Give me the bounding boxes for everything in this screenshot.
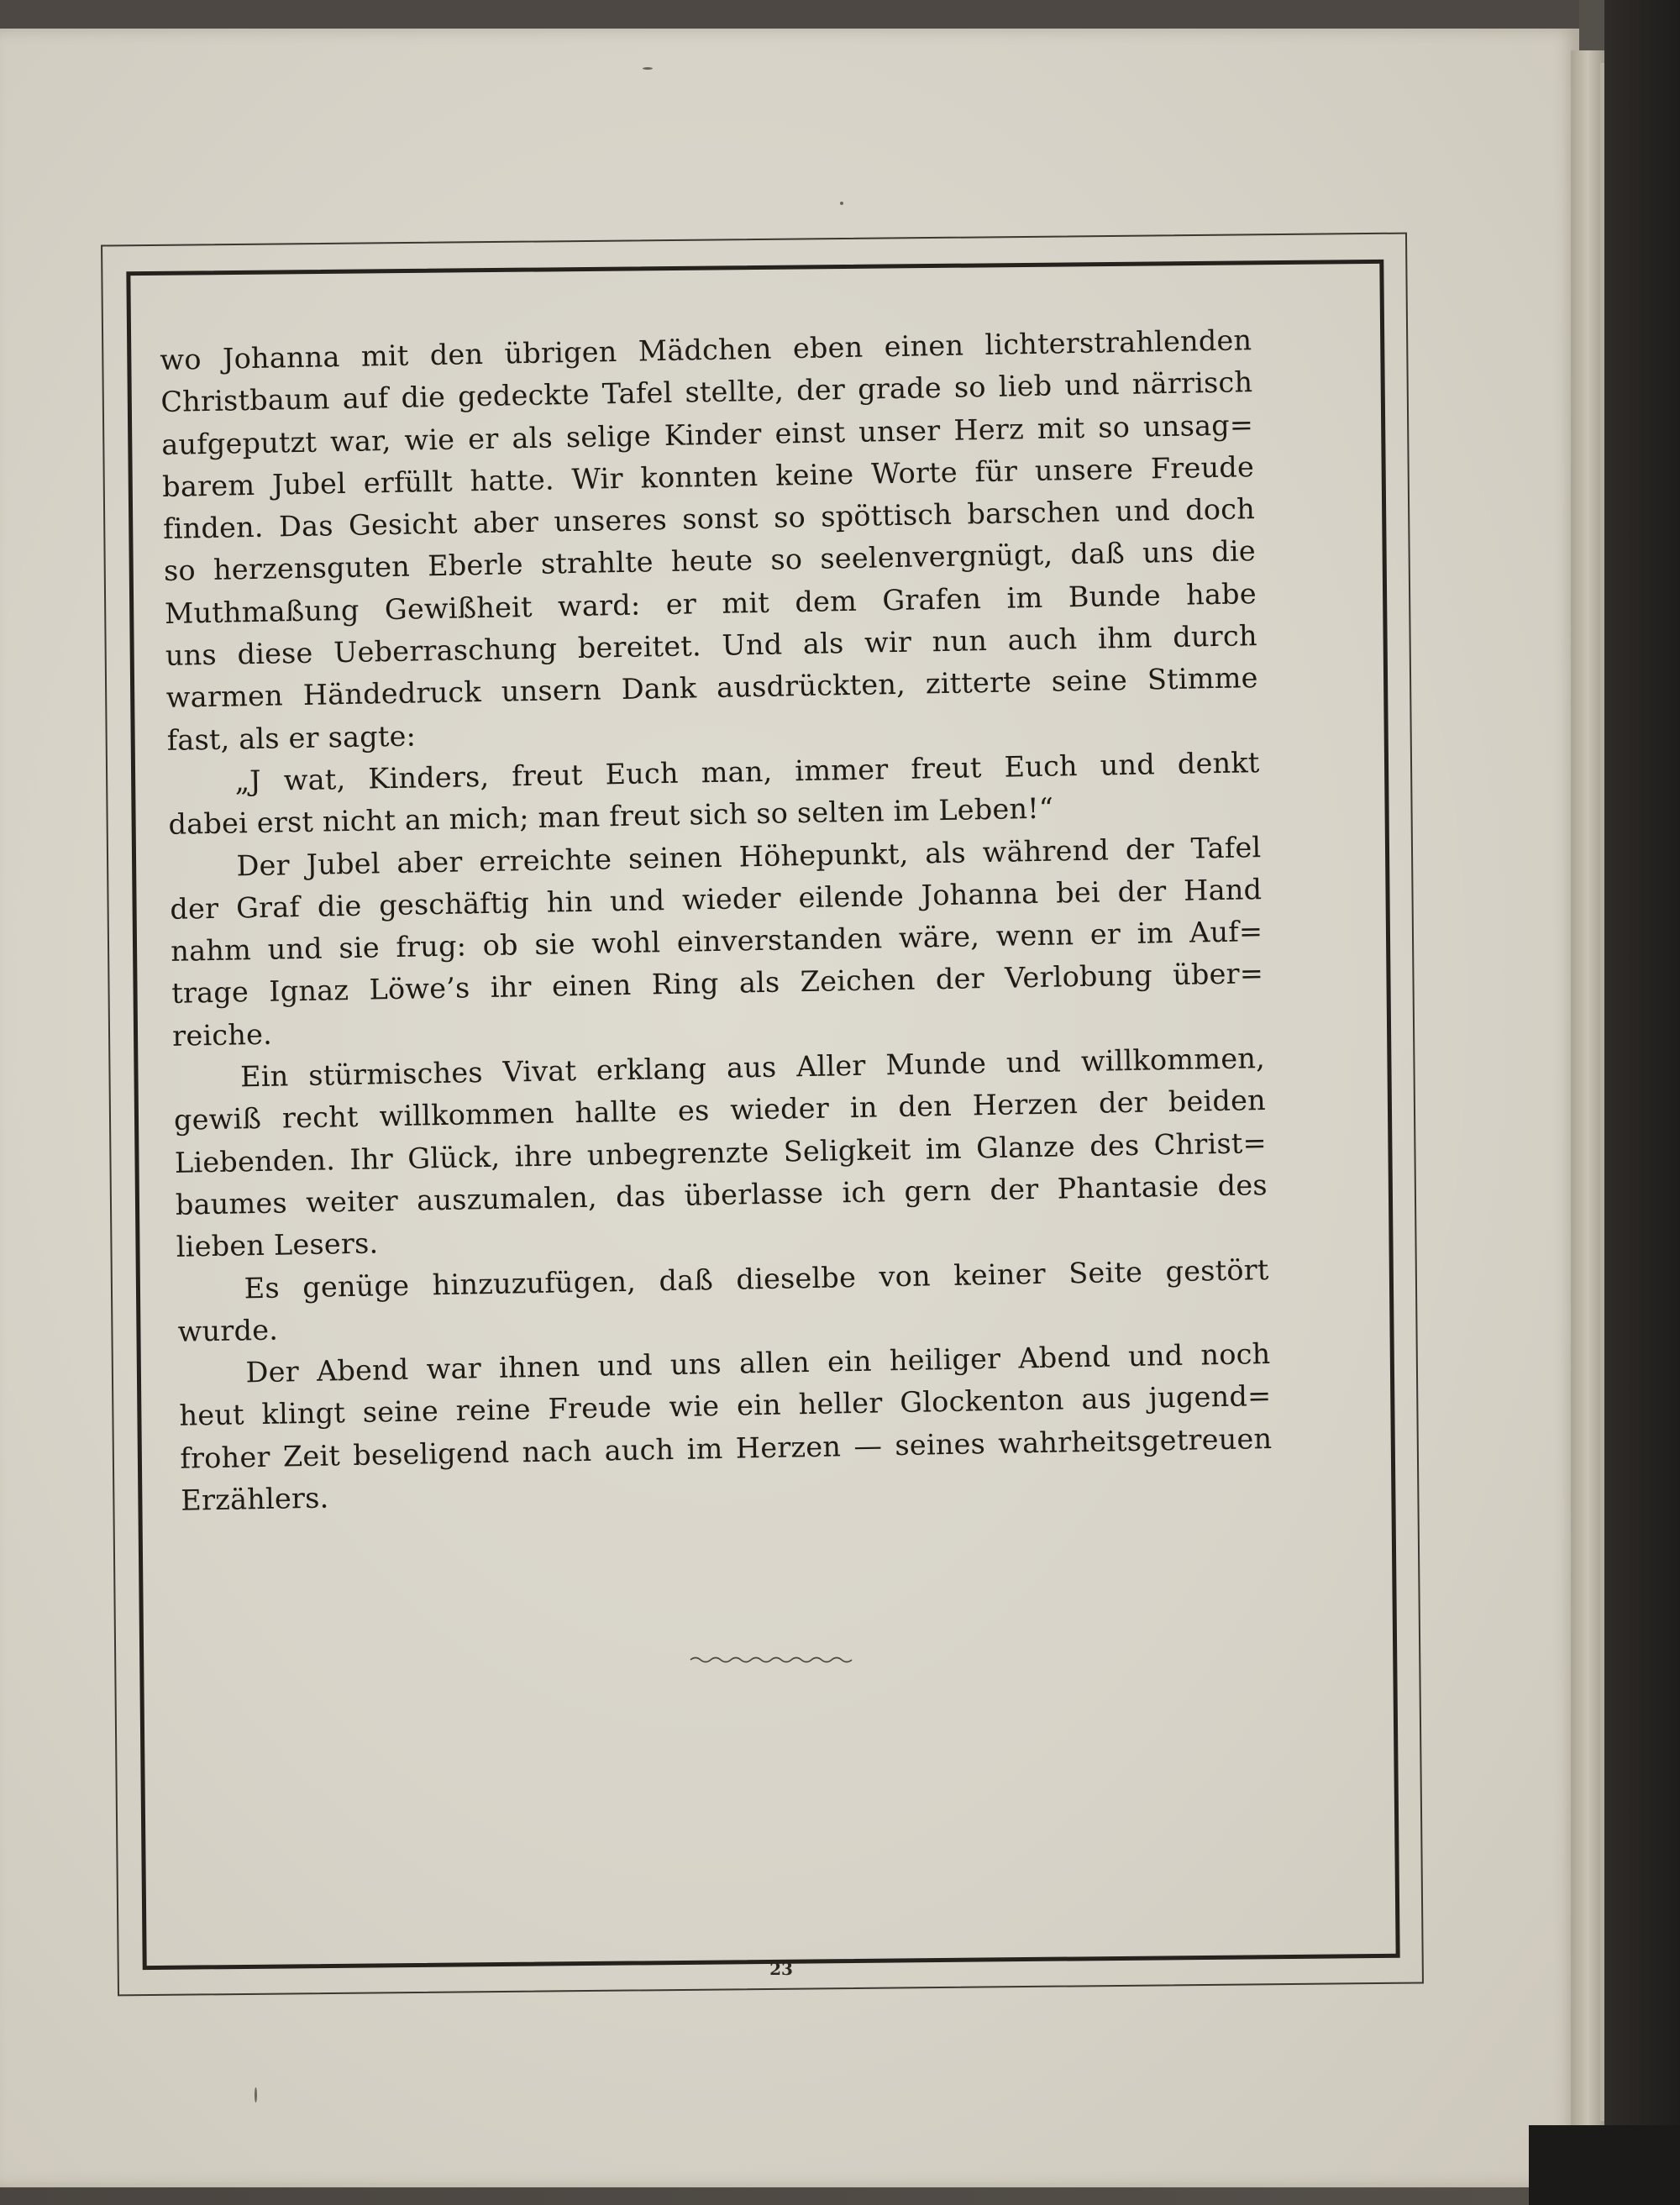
- text-line: barem Jubel erfüllt hatte. Wir konnten keine Worte für unsere Freude: [161, 450, 1255, 503]
- text-line: baumes weiter auszumalen, das überlasse ich gern der Phantasie des: [175, 1168, 1268, 1221]
- paper-speck: [255, 2087, 257, 2103]
- page-number: 23: [769, 1959, 793, 1979]
- text-line: Muthmaßung Gewißheit ward: er mit dem Grafen im Bunde habe: [164, 576, 1257, 630]
- text-line: „J wat, Kinders, freut Euch man, immer freut Euch und denkt: [234, 746, 1260, 798]
- paper-speck: [643, 67, 653, 70]
- text-line: wurde.: [177, 1313, 279, 1348]
- text-line: Der Jubel aber erreichte seinen Höhepunkt, als während der Tafel: [236, 830, 1262, 882]
- text-line: Es genüge hinzuzufügen, daß dieselbe von keiner Seite gestört: [244, 1252, 1269, 1305]
- text-line: froher Zeit beseligend nach auch im Herzen — seines wahrheitsgetreuen: [180, 1421, 1273, 1475]
- text-line: fast, als er sagte:: [166, 719, 417, 757]
- text-line: der Graf die geschäftig hin und wieder eilende Johanna bei der Hand: [170, 872, 1263, 926]
- text-line: heut klingt seine reine Freude wie ein heller Glockenton aus jugend=: [179, 1379, 1272, 1433]
- wavy-ornament-divider: [689, 1653, 857, 1665]
- paper-speck: [840, 202, 843, 205]
- text-line: reiche.: [171, 1017, 273, 1053]
- text-line: Liebenden. Ihr Glück, ihre unbegrenzte Seligkeit im Glanze des Christ=: [174, 1126, 1268, 1179]
- text-line: uns diese Ueberraschung bereitet. Und als wir nun auch ihm durch: [165, 619, 1258, 673]
- text-line: gewiß recht willkommen hallte es wieder in den Herzen der beiden: [173, 1084, 1267, 1137]
- text-line: aufgeputzt war, wie er als selige Kinder einst unser Herz mit so unsag=: [160, 407, 1254, 461]
- text-line: Ein stürmisches Vivat erklang aus Aller Munde und willkommen,: [239, 1042, 1266, 1094]
- book-cover-edge: [1604, 0, 1680, 2205]
- book-cover-corner: [1529, 2125, 1680, 2205]
- top-shadow-band: [0, 0, 1579, 29]
- text-line: lieben Lesers.: [176, 1226, 379, 1264]
- text-line: wo Johanna mit den übrigen Mädchen eben einen lichterstrahlenden: [160, 323, 1252, 376]
- body-text: [160, 319, 1273, 1522]
- text-line: trage Ignaz Löwe’s ihr einen Ring als Zeichen der Verlobung über=: [171, 957, 1264, 1011]
- text-line: nahm und sie frug: ob sie wohl einverstanden wäre, wenn er im Auf=: [170, 915, 1263, 969]
- text-line: finden. Das Gesicht aber unseres sonst so spöttisch barschen und doch: [162, 492, 1256, 546]
- text-line: dabei erst nicht an mich; man freut sich so selten im Leben!“: [168, 791, 1054, 842]
- text-line: warmen Händedruck unsern Dank ausdrückten, zitterte seine Stimme: [165, 661, 1258, 715]
- text-line: Erzählers.: [180, 1481, 329, 1517]
- text-line: so herzensguten Eberle strahlte heute so seelenvergnügt, daß uns die: [163, 534, 1257, 588]
- text-line: Christbaum auf die gedeckte Tafel stellte, der grade so lieb und närrisch: [160, 365, 1253, 419]
- text-line: Der Abend war ihnen und uns allen ein heiliger Abend und noch: [245, 1337, 1271, 1389]
